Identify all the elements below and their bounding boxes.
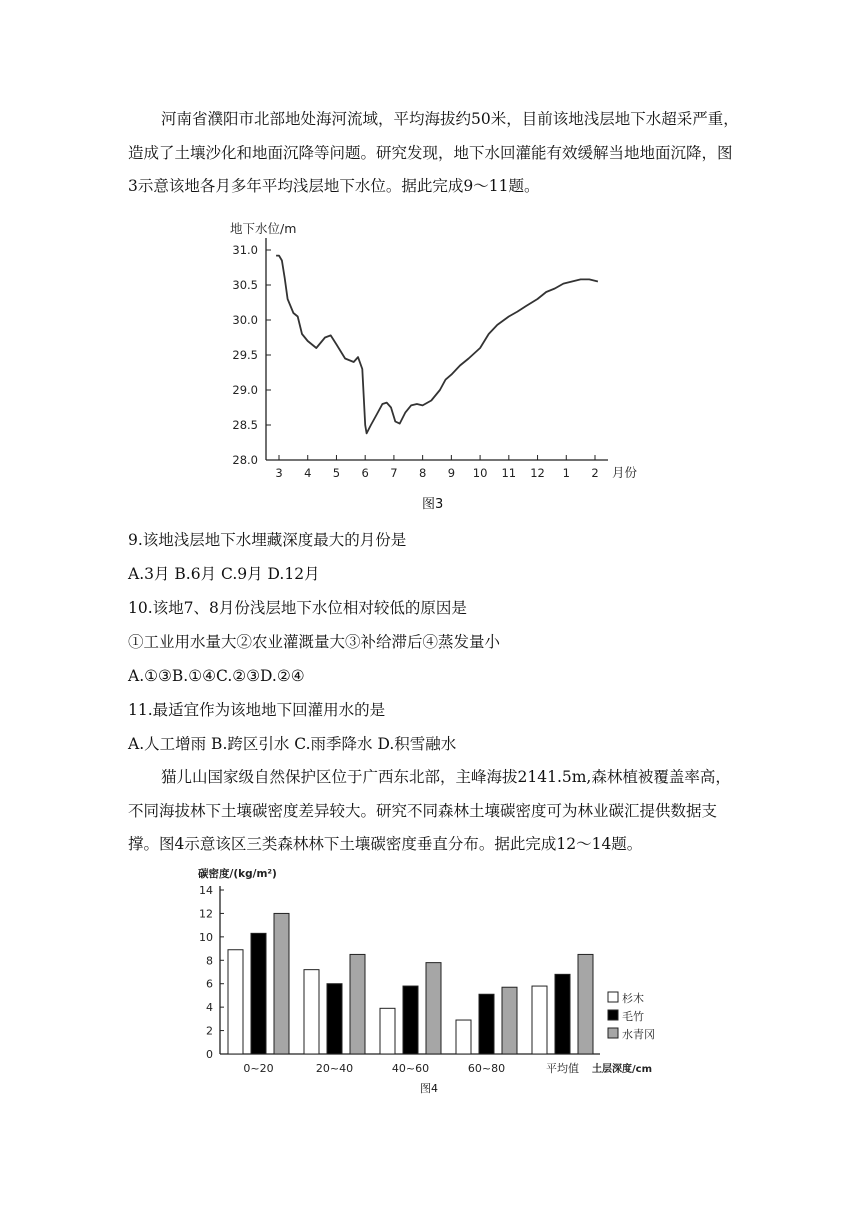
x-tick-label: 12 bbox=[530, 466, 545, 480]
y-tick-label: 0 bbox=[206, 1048, 213, 1061]
figure-3-caption: 图3 bbox=[422, 497, 444, 512]
bar-毛竹 bbox=[555, 974, 570, 1054]
y-tick-label: 12 bbox=[199, 907, 213, 921]
x-tick-label: 20~40 bbox=[315, 1062, 354, 1075]
bar-毛竹 bbox=[327, 984, 342, 1054]
x-tick-label: 2 bbox=[591, 466, 599, 480]
bar-毛竹 bbox=[479, 994, 494, 1054]
x-axis-label: 月份 bbox=[612, 465, 638, 480]
bar-毛竹 bbox=[403, 986, 418, 1054]
soil-carbon-chart bbox=[190, 868, 680, 1082]
bar-水青冈 bbox=[502, 987, 517, 1054]
x-tick-label: 9 bbox=[447, 466, 456, 480]
question-9-stem: 9.该地浅层地下水埋藏深度最大的月份是 bbox=[128, 531, 407, 549]
bar-杉木 bbox=[532, 986, 547, 1054]
x-tick-label: 7 bbox=[390, 466, 398, 480]
y-tick-label: 8 bbox=[206, 954, 213, 968]
intro-paragraph-2: 猫儿山国家级自然保护区位于广西东北部，主峰海拔2141.5m,森林植被覆盖率高，不同海拔林下土壤碳密度差异较大。研究不同森林土壤碳密度可为林业碳汇提供数据支撑。图4示意该区三类森林林下土壤碳密度垂直分布。据此完成12～14题。 bbox=[128, 768, 731, 853]
x-tick-label: 1 bbox=[562, 466, 570, 480]
x-tick-label: 40~60 bbox=[391, 1062, 430, 1075]
y-tick-label: 14 bbox=[199, 884, 213, 897]
intro-paragraph-1: 河南省濮阳市北部地处海河流域，平均海拔约50米，目前该地浅层地下水超采严重，造成了土壤沙化和地面沉降等问题。研究发现，地下水回灌能有效缓解当地地面沉降，图3示意该地各月多年平均浅层地下水位。据此完成9～11题。 bbox=[128, 110, 739, 195]
bar-水青冈 bbox=[350, 954, 365, 1054]
y-tick-label: 29.0 bbox=[232, 383, 258, 397]
y-tick-label: 28.0 bbox=[232, 453, 258, 467]
bar-水青冈 bbox=[426, 963, 441, 1054]
bar-水青冈 bbox=[578, 954, 593, 1054]
x-axis-label: 土层深度/cm bbox=[592, 1064, 652, 1075]
x-tick-label: 11 bbox=[501, 466, 517, 480]
groundwater-series-line bbox=[276, 256, 598, 434]
bar-杉木 bbox=[456, 1020, 471, 1054]
x-tick-label: 60~80 bbox=[467, 1062, 506, 1075]
legend-swatch bbox=[608, 1028, 618, 1038]
y-tick-label: 30.5 bbox=[232, 278, 258, 292]
y-tick-label: 31.0 bbox=[232, 243, 258, 257]
legend-swatch bbox=[608, 992, 618, 1002]
question-11-stem: 11.最适宜作为该地地下回灌用水的是 bbox=[128, 701, 386, 719]
y-tick-label: 30.0 bbox=[232, 313, 258, 327]
bar-水青冈 bbox=[274, 913, 289, 1054]
question-10-options: A.①③B.①④C.②③D.②④ bbox=[128, 667, 305, 685]
y-tick-label: 4 bbox=[206, 1001, 213, 1015]
x-tick-label: 平均值 bbox=[546, 1062, 579, 1075]
x-tick-label: 3 bbox=[275, 466, 283, 480]
y-axis-label: 地下水位/m bbox=[230, 221, 297, 236]
y-tick-label: 2 bbox=[206, 1024, 213, 1038]
soil-carbon-bar-chart bbox=[190, 868, 680, 1078]
y-axis-label: 碳密度/(kg/m²) bbox=[198, 868, 277, 880]
groundwater-line-chart bbox=[216, 210, 656, 490]
x-tick-label: 4 bbox=[304, 466, 312, 480]
bar-杉木 bbox=[304, 970, 319, 1054]
figure-4-caption: 图4 bbox=[420, 1082, 438, 1095]
y-tick-label: 6 bbox=[206, 977, 213, 991]
x-tick-label: 6 bbox=[361, 466, 369, 480]
y-tick-label: 10 bbox=[199, 930, 213, 944]
legend-swatch bbox=[608, 1010, 618, 1020]
bar-杉木 bbox=[228, 950, 243, 1054]
bar-杉木 bbox=[380, 1008, 395, 1054]
x-tick-label: 0~20 bbox=[243, 1062, 274, 1075]
question-10-stem: 10.该地7、8月份浅层地下水位相对较低的原因是 bbox=[128, 599, 467, 617]
legend-label: 杉木 bbox=[622, 992, 644, 1005]
x-tick-label: 10 bbox=[472, 466, 488, 480]
question-9-options: A.3月 B.6月 C.9月 D.12月 bbox=[128, 565, 320, 583]
y-tick-label: 28.5 bbox=[232, 418, 258, 432]
question-11-options: A.人工增雨 B.跨区引水 C.雨季降水 D.积雪融水 bbox=[128, 735, 457, 753]
groundwater-chart bbox=[216, 210, 656, 494]
x-tick-label: 8 bbox=[418, 466, 427, 480]
question-10-items: ①工业用水量大②农业灌溉量大③补给滞后④蒸发量小 bbox=[128, 633, 501, 651]
x-tick-label: 5 bbox=[332, 466, 341, 480]
y-tick-label: 29.5 bbox=[232, 348, 258, 362]
legend-label: 毛竹 bbox=[622, 1010, 644, 1023]
legend-label: 水青冈 bbox=[622, 1028, 655, 1041]
bar-毛竹 bbox=[251, 933, 266, 1054]
